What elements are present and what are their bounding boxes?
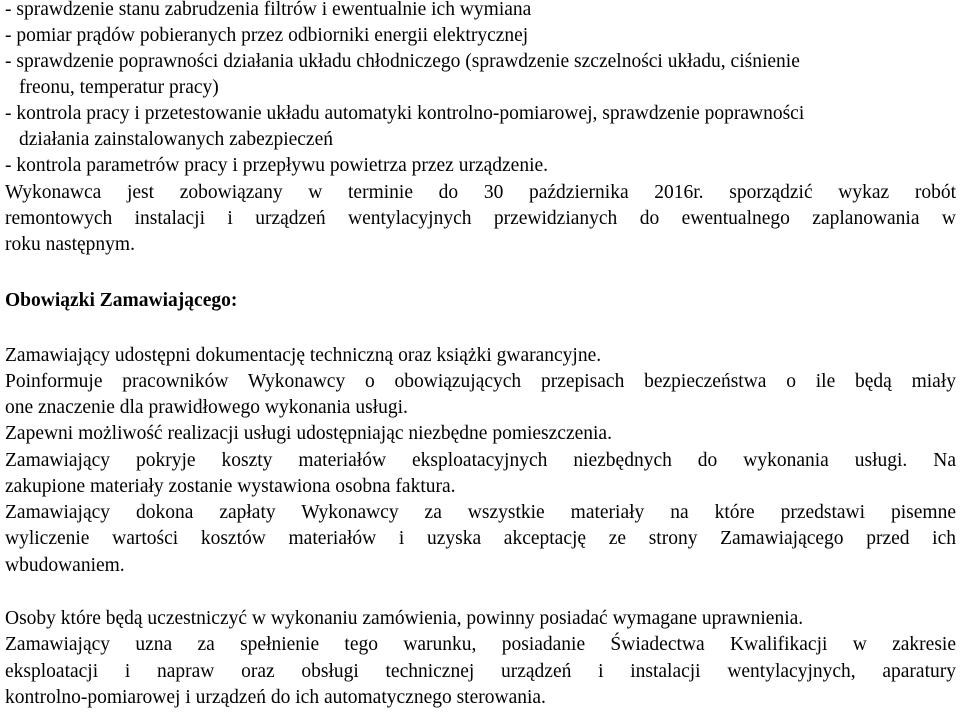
text-line-client-documentation: Zamawiający udostępni dokumentację techniczną oraz książki gwarancyjne. [5,345,602,366]
text-line-qualification-scope-end: kontrolno-pomiarowej i urządzeń do ich automatycznego sterowania. [5,687,546,708]
text-line-client-material-costs-cont: zakupione materiały zostanie wystawiona osobna faktura. [5,476,456,497]
text-line-client-material-costs: Zamawiający pokryje koszty materiałów eksploatacyjnych niezbędnych do wykonania usługi. Na [5,450,956,471]
text-line-bullet-current-measurement: - pomiar prądów pobieranych przez odbiorniki energii elektrycznej [5,25,529,46]
text-line-bullet-cooling-check-cont: freonu, temperatur pracy) [19,77,219,98]
section-heading-client-duties: Obowiązki Zamawiającego: [5,290,238,311]
text-line-personnel-qualifications: Osoby które będą uczestniczyć w wykonaniu zamówienia, powinny posiadać wymagane uprawnienia. [5,608,804,629]
text-line-bullet-cooling-check: - sprawdzenie poprawności działania układu chłodniczego (sprawdzenie szczelności układu, ciśnienie [5,51,800,72]
text-line-client-payment-cont: wyliczenie wartości kosztów materiałów i uzyska akceptację ze strony Zamawiającego przed ich [5,528,956,549]
text-line-client-rooms: Zapewni możliwość realizacji usługi udostępniając niezbędne pomieszczenia. [5,423,612,444]
text-line-bullet-automation-check: - kontrola pracy i przetestowanie układu automatyki kontrolno-pomiarowej, sprawdzenie poprawności [5,103,805,124]
text-line-client-payment-end: wbudowaniem. [5,555,125,576]
text-line-bullet-automation-check-cont: działania zainstalowanych zabezpieczeń [19,129,333,150]
text-line-bullet-airflow-control: - kontrola parametrów pracy i przepływu powietrza przez urządzenie. [5,155,549,176]
text-line-contractor-obligation: Wykonawca jest zobowiązany w terminie do 30 października 2016r. sporządzić wykaz robót [5,182,956,203]
text-line-contractor-obligation-cont: remontowych instalacji i urządzeń wentylacyjnych przewidzianych do ewentualnego zaplanowania w [5,208,956,229]
text-line-qualification-scope: eksploatacji i napraw oraz obsługi technicznej urządzeń i instalacji wentylacyjnych, aparatury [5,661,956,682]
text-line-client-payment: Zamawiający dokona zapłaty Wykonawcy za wszystkie materiały na które przedstawi pisemne [5,502,956,523]
text-line-client-safety-info-cont: one znaczenie dla prawidłowego wykonania usługi. [5,397,408,418]
text-line-qualification-certificate: Zamawiający uzna za spełnienie tego warunku, posiadanie Świadectwa Kwalifikacji w zakresie [5,634,956,655]
text-line-bullet-filters: - sprawdzenie stanu zabrudzenia filtrów i ewentualnie ich wymiana [5,0,532,20]
text-line-client-safety-info: Poinformuje pracowników Wykonawcy o obowiązujących przepisach bezpieczeństwa o ile będą miały [5,371,956,392]
text-line-contractor-obligation-end: roku następnym. [5,234,135,255]
